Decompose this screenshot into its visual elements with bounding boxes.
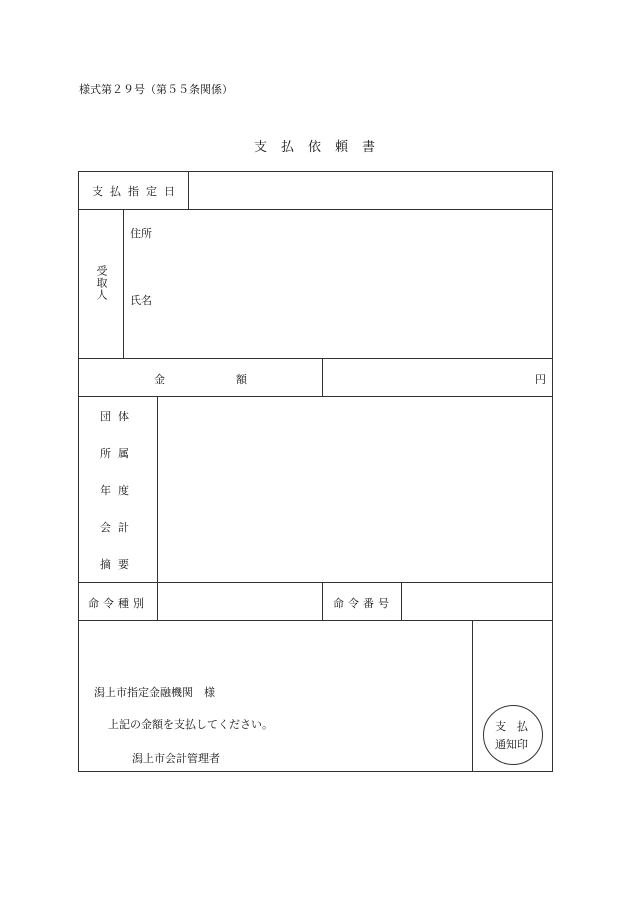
form-number: 様式第２９号（第５５条関係） <box>79 83 233 96</box>
divider <box>78 620 553 621</box>
fiscal-year-label: 年度 <box>100 484 136 497</box>
amount-label-1: 金 <box>154 373 165 386</box>
divider <box>123 209 124 358</box>
divider <box>322 358 323 396</box>
payment-notice-seal <box>483 705 543 765</box>
divider <box>78 582 553 583</box>
payment-date-label: 支払指定日 <box>92 185 182 198</box>
addressee-text: 潟上市指定金融機関 様 <box>94 686 215 699</box>
divider <box>157 396 158 582</box>
divider <box>157 582 158 620</box>
divider <box>401 582 402 620</box>
divider <box>322 582 323 620</box>
payee-label: 受取人 <box>95 265 108 301</box>
divider <box>78 396 553 397</box>
amount-label-2: 額 <box>236 373 247 386</box>
department-label: 所属 <box>100 447 136 460</box>
seal-line-1: 支 払 <box>495 720 528 733</box>
summary-label: 摘要 <box>100 558 136 571</box>
divider <box>472 620 473 772</box>
request-text: 上記の金額を支払してください。 <box>108 718 273 731</box>
name-label: 氏名 <box>130 294 152 307</box>
divider <box>78 209 553 210</box>
group-label: 団体 <box>100 410 136 423</box>
divider <box>78 358 553 359</box>
address-label: 住所 <box>130 227 152 240</box>
page-title: 支払依頼書 <box>254 140 390 155</box>
signer-text: 潟上市会計管理者 <box>132 752 220 765</box>
account-label: 会計 <box>100 521 136 534</box>
seal-line-2: 通知印 <box>495 738 528 751</box>
order-number-label: 命令番号 <box>333 597 393 610</box>
order-type-label: 命令種別 <box>88 597 148 610</box>
yen-unit: 円 <box>535 373 546 386</box>
divider <box>188 171 189 209</box>
form-table <box>78 171 553 772</box>
